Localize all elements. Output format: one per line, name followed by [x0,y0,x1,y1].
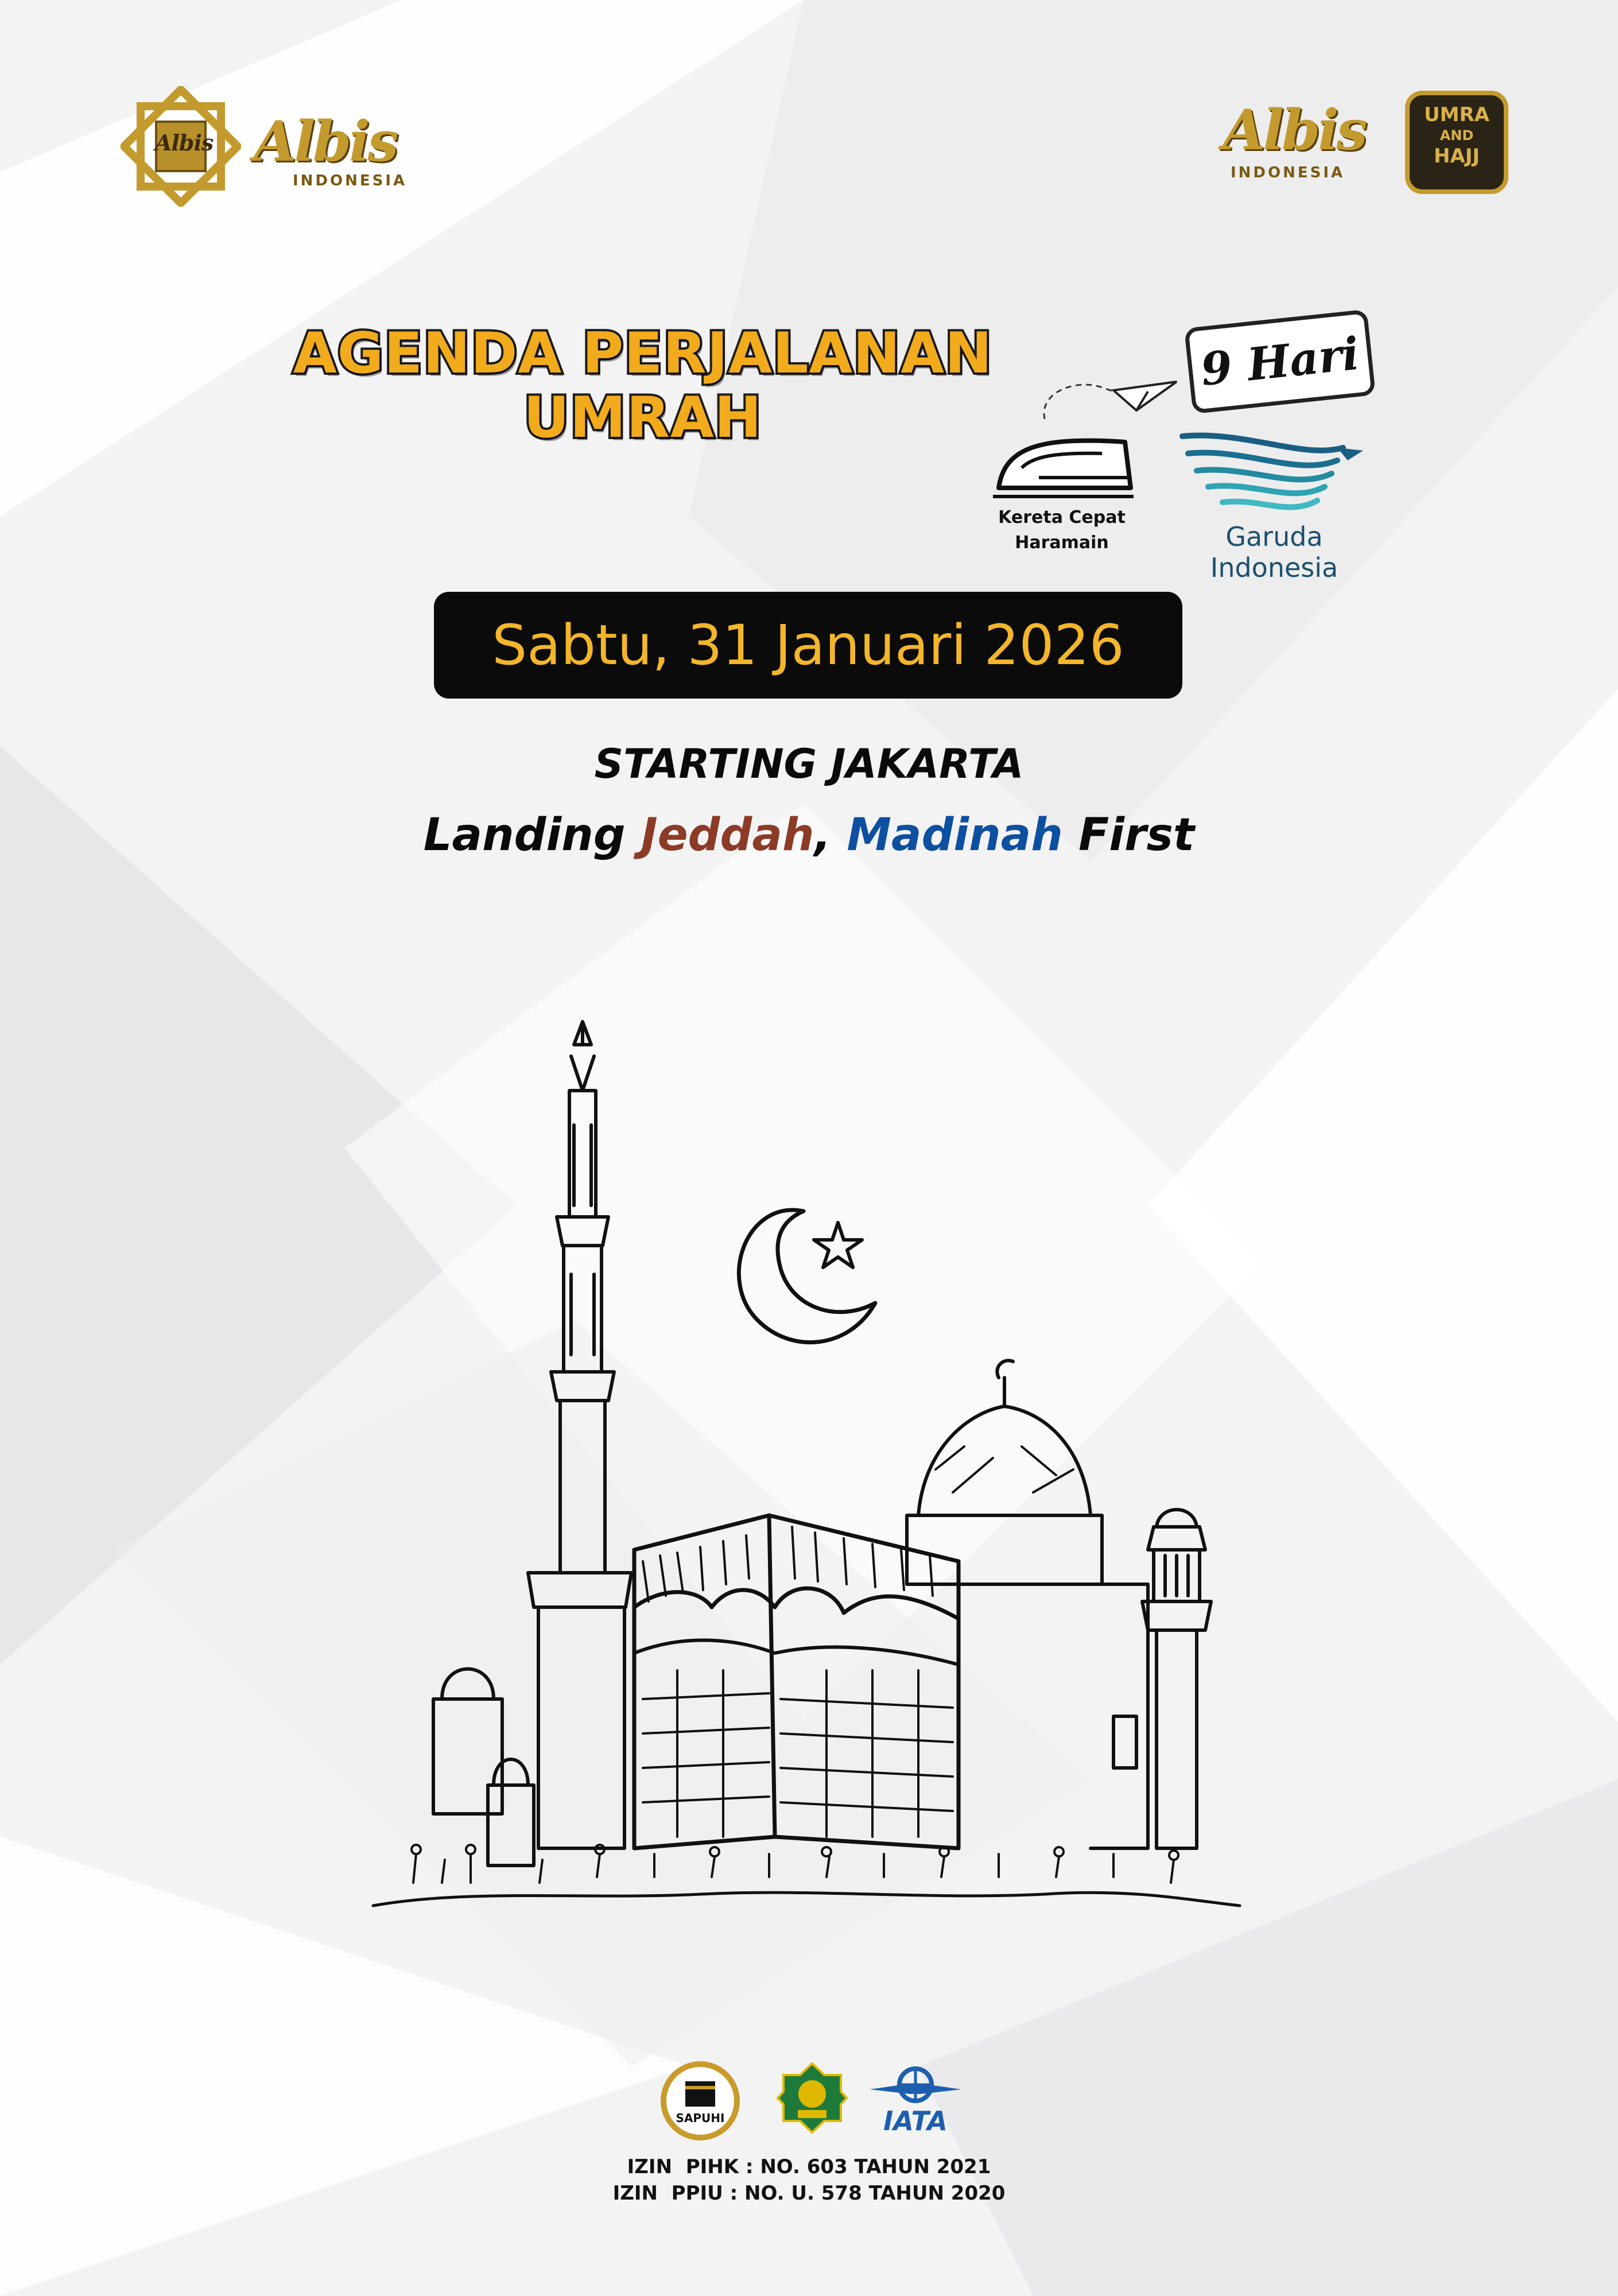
landing-suffix: First [1062,809,1195,861]
paper-plane-icon [1033,356,1182,425]
albis-emblem-text: Albis [155,130,214,156]
duration-label: 9 Hari [1198,327,1362,396]
crescent-star-icon [739,1210,875,1343]
umra-haji-badge [1405,91,1508,194]
title-line2: UMRAH [523,385,762,451]
albis-logo-right [1223,98,1395,195]
train-label-line2: Haramain [1015,533,1109,553]
iata-badge [864,2061,967,2141]
albis-wordmark: Albis [254,109,397,174]
license-pihk: IZIN PIHK : NO. 603 TAHUN 2021 [627,2155,991,2178]
kemenag-emblem-icon [775,2061,849,2135]
date-banner: Sabtu, 31 Januari 2026 [434,592,1182,699]
sapuhi-badge [660,2061,740,2141]
badge-line1: UMRA [1424,103,1489,126]
landing-city-jeddah: Jeddah [641,809,814,861]
license-info [402,2154,1216,2206]
airline-label: Garuda Indonesia [1210,521,1338,583]
iata-label: IATA [883,2105,948,2136]
albis-wordmark-right: Albis [1223,98,1365,162]
kaaba-mosque-sketch [356,1010,1251,1963]
sapuhi-emblem-icon [660,2061,740,2141]
garuda-bird-icon [1177,425,1372,522]
landing-prefix: Landing [423,809,641,861]
train-icon [987,425,1136,505]
landing-city-madinah: Madinah [847,809,1063,861]
page-title [218,321,1068,450]
albis-sub-right: INDONESIA [1231,164,1345,181]
sapuhi-label: SAPUHI [676,2111,725,2125]
title-line1: AGENDA PERJALANAN [293,321,993,386]
train-label-line1: Kereta Cepat [998,507,1126,528]
badge-line3: HAJJ [1433,145,1480,168]
albis-logo-left [121,86,419,212]
albis-sub: INDONESIA [293,172,408,189]
landing-route [172,809,1446,861]
license-ppiu: IZIN PPIU : NO. U. 578 TAHUN 2020 [612,2182,1006,2205]
iata-globe-icon [864,2061,967,2112]
starting-city: STARTING JAKARTA [594,740,1024,788]
train-label [976,505,1148,556]
landing-separator: , [814,809,847,861]
badge-line2: AND [1439,127,1474,144]
